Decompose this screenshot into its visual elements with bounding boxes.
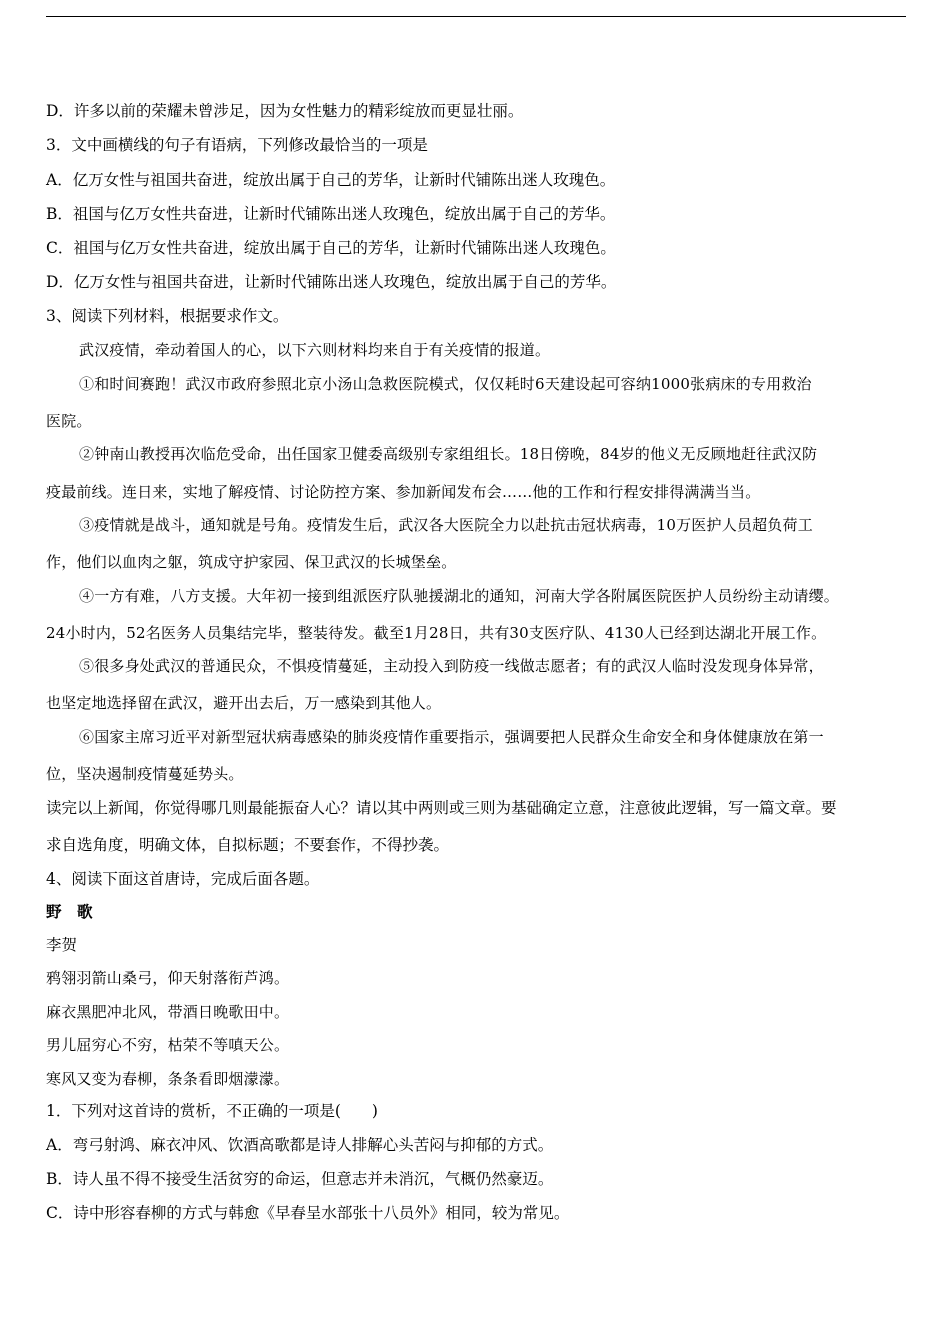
- header-rule: [46, 16, 906, 17]
- material-2-line-1: ②钟南山教授再次临危受命，出任国家卫健委高级别专家组组长。18日傍晚，84岁的他义无反顾地赶往武汉防: [79, 445, 818, 463]
- material-6-line-2: 位，坚决遏制疫情蔓延势头。: [46, 765, 244, 783]
- poem-task-heading: 4、阅读下面这首唐诗，完成后面各题。: [46, 870, 320, 888]
- material-3-line-1: ③疫情就是战斗，通知就是号角。疫情发生后，武汉各大医院全力以赴抗击冠状病毒，10万医护人员超负荷工: [79, 516, 813, 534]
- material-1-line-2: 医院。: [46, 412, 92, 430]
- material-5-line-2: 也坚定地选择留在武汉，避开出去后，万一感染到其他人。: [46, 694, 442, 712]
- poem-line-3: 男儿屈穷心不穷，枯荣不等嗔天公。: [46, 1036, 290, 1054]
- material-4-line-1: ④一方有难，八方支援。大年初一接到组派医疗队驰援湖北的通知，河南大学各附属医院医护人员纷纷主动请缨。: [79, 587, 840, 605]
- writing-prompt-line-2: 求自选角度，明确文体，自拟标题；不要套作，不得抄袭。: [46, 836, 450, 854]
- option-b-q3: B．祖国与亿万女性共奋进，让新时代铺陈出迷人玫瑰色，绽放出属于自己的芳华。: [46, 205, 616, 223]
- poem-line-2: 麻衣黑肥冲北风，带酒日晚歌田中。: [46, 1003, 290, 1021]
- poem-line-1: 鸦翎羽箭山桑弓，仰天射落衔芦鸿。: [46, 969, 290, 987]
- option-d-q2: D．许多以前的荣耀未曾涉足，因为女性魅力的精彩绽放而更显壮丽。: [46, 102, 524, 120]
- material-intro: 武汉疫情，牵动着国人的心，以下六则材料均来自于有关疫情的报道。: [79, 341, 551, 359]
- material-4-line-2: 24小时内，52名医务人员集结完毕，整装待发。截至1月28日，共有30支医疗队、4130人已经到达湖北开展工作。: [46, 624, 827, 642]
- poem-author: 李贺: [46, 936, 78, 954]
- option-b-q1: B．诗人虽不得不接受生活贫穷的命运，但意志并未消沉，气概仍然豪迈。: [46, 1170, 554, 1188]
- material-2-line-2: 疫最前线。连日来，实地了解疫情、讨论防控方案、参加新闻发布会……他的工作和行程安排得满满当当。: [46, 483, 761, 501]
- material-3-line-2: 作，他们以血肉之躯，筑成守护家园、保卫武汉的长城堡垒。: [46, 553, 457, 571]
- question-1: 1．下列对这首诗的赏析，不正确的一项是( ): [46, 1102, 378, 1120]
- writing-task-heading: 3、阅读下列材料，根据要求作文。: [46, 307, 289, 325]
- question-3: 3．文中画横线的句子有语病，下列修改最恰当的一项是: [46, 136, 428, 154]
- material-1-line-1: ①和时间赛跑！武汉市政府参照北京小汤山急救医院模式，仅仅耗时6天建设起可容纳1000张病床的专用救治: [79, 375, 812, 393]
- poem-line-4: 寒风又变为春柳，条条看即烟濛濛。: [46, 1070, 290, 1088]
- writing-prompt-line-1: 读完以上新闻，你觉得哪几则最能振奋人心？请以其中两则或三则为基础确定立意，注意彼此逻辑，写一篇文章。要: [46, 799, 837, 817]
- poem-title: 野 歌: [46, 902, 93, 921]
- option-c-q3: C．祖国与亿万女性共奋进，绽放出属于自己的芳华，让新时代铺陈出迷人玫瑰色。: [46, 239, 616, 257]
- material-6-line-1: ⑥国家主席习近平对新型冠状病毒感染的肺炎疫情作重要指示，强调要把人民群众生命安全和身体健康放在第一: [79, 728, 824, 746]
- option-c-q1: C．诗中形容春柳的方式与韩愈《早春呈水部张十八员外》相同，较为常见。: [46, 1204, 570, 1222]
- material-5-line-1: ⑤很多身处武汉的普通民众，不惧疫情蔓延，主动投入到防疫一线做志愿者；有的武汉人临时没发现身体异常，: [79, 657, 824, 675]
- option-d-q3: D．亿万女性与祖国共奋进，让新时代铺陈出迷人玫瑰色，绽放出属于自己的芳华。: [46, 273, 617, 291]
- option-a-q3: A．亿万女性与祖国共奋进，绽放出属于自己的芳华，让新时代铺陈出迷人玫瑰色。: [46, 171, 616, 189]
- option-a-q1: A．弯弓射鸿、麻衣冲风、饮酒高歌都是诗人排解心头苦闷与抑郁的方式。: [46, 1136, 554, 1154]
